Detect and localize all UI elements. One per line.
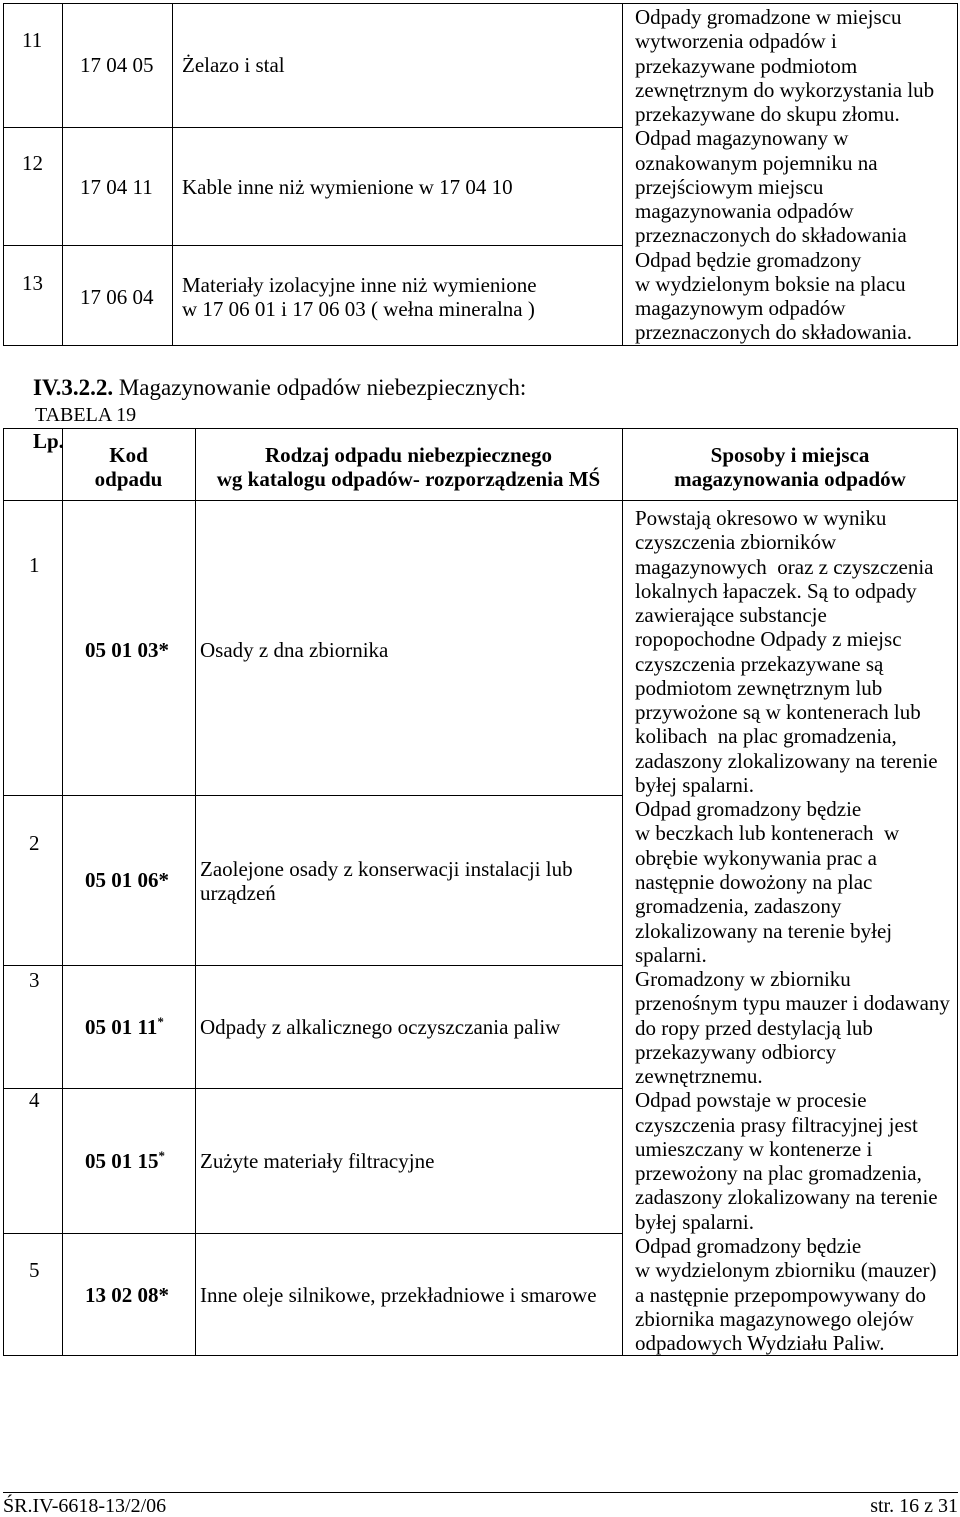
hazard-asterisk: * <box>158 1283 169 1307</box>
document-number: ŚR.IV-6618-13/2/06 <box>3 1495 167 1517</box>
storage-method: Gromadzony w zbiorniku przenośnym typu mauzer i dodawany do ropy przed destylacją lub przekazywany odbiorcy zewnętrznemu. <box>635 967 950 1089</box>
header-storage: Sposoby i miejsca magazynowania odpadów <box>674 443 906 492</box>
waste-code-number: 05 01 06 <box>85 868 159 892</box>
footer-rule <box>3 1492 958 1493</box>
row-divider <box>3 965 622 966</box>
row-number: 3 <box>29 968 40 992</box>
waste-code-number: 13 02 08 <box>85 1283 159 1307</box>
row-divider <box>3 1233 622 1234</box>
hazard-asterisk: * <box>158 1148 165 1163</box>
column-divider <box>62 3 63 345</box>
storage-method: Odpad będzie gromadzony w wydzielonym boksie na placu magazynowym odpadów przeznaczonych do składowania. <box>635 247 912 345</box>
column-divider <box>172 3 173 345</box>
waste-code-number: 05 01 15 <box>85 1149 159 1173</box>
row-number: 2 <box>29 831 40 855</box>
waste-type: Materiały izolacyjne inne niż wymienione w 17 06 01 i 17 06 03 ( wełna mineralna ) <box>182 273 537 322</box>
row-divider <box>3 245 622 246</box>
section-title: Magazynowanie odpadów niebezpiecznych: <box>118 375 527 400</box>
storage-method: Odpad magazynowany w oznakowanym pojemniku na przejściowym miejscu magazynowania odpadów przeznaczonych do składowania <box>635 126 907 248</box>
hazard-asterisk: * <box>158 638 169 662</box>
column-divider <box>195 428 196 1355</box>
waste-code <box>85 1149 165 1173</box>
waste-type: Inne oleje silnikowe, przekładniowe i smarowe <box>200 1283 597 1307</box>
row-divider <box>3 127 622 128</box>
hazard-asterisk: * <box>157 1014 164 1029</box>
table-border-left <box>3 3 4 345</box>
storage-method: Odpad gromadzony będzie w wydzielonym zbiorniku (mauzer) a następnie przepompowywany do zbiornika magazynowego olejów odpadowych Wydziału Paliw. <box>635 1233 937 1356</box>
header-lp: Lp. <box>33 429 64 453</box>
waste-type: Odpady z alkalicznego oczyszczania paliw <box>200 1015 561 1039</box>
table-border-left <box>3 428 4 1355</box>
page-number: str. 16 z 31 <box>870 1495 958 1517</box>
table-border-right <box>957 3 958 345</box>
storage-method: Odpad gromadzony będzie w beczkach lub kontenerach w obrębie wykonywania prac a następnie dowożony na plac gromadzenia, zadaszony zlokalizowany na terenie byłej spalarni. <box>635 797 900 967</box>
waste-type: Kable inne niż wymienione w 17 04 10 <box>182 175 513 199</box>
waste-type: Żelazo i stal <box>182 53 285 77</box>
column-divider <box>622 3 623 345</box>
waste-code <box>85 1015 164 1039</box>
row-number: 12 <box>22 151 43 175</box>
row-divider <box>3 1088 622 1089</box>
storage-method: Odpad powstaje w procesie czyszczenia prasy filtracyjnej jest umieszczany w kontenerze i przewożony na plac gromadzenia, zadaszony zlokalizowany na terenie byłej spalarni. <box>635 1088 938 1234</box>
waste-type: Zużyte materiały filtracyjne <box>200 1149 435 1173</box>
waste-code <box>85 638 169 662</box>
section-heading <box>33 374 526 402</box>
column-divider <box>62 428 63 1355</box>
table-border-right <box>957 428 958 1355</box>
waste-type: Zaolejone osady z konserwacji instalacji lub urządzeń <box>200 857 573 906</box>
storage-column <box>635 5 957 345</box>
waste-code: 17 04 05 <box>80 53 154 77</box>
row-number: 4 <box>29 1088 40 1112</box>
row-number: 11 <box>22 28 43 52</box>
header-code: Kod odpadu <box>94 443 163 492</box>
waste-code: 17 04 11 <box>80 175 153 199</box>
section-number: IV.3.2.2. <box>33 375 114 400</box>
header-waste-type: Rodzaj odpadu niebezpiecznego wg katalogu odpadów- rozporządzenia MŚ <box>216 443 601 492</box>
storage-method: Odpady gromadzone w miejscu wytworzenia odpadów i przekazywane podmiotom zewnętrznym do wykorzystania lub przekazywane do skupu złomu. <box>635 5 935 127</box>
table-border-top <box>3 428 958 429</box>
table-label: TABELA 19 <box>35 404 137 426</box>
waste-code-number: 05 01 11 <box>85 1015 158 1039</box>
row-number: 5 <box>29 1258 40 1282</box>
header-divider <box>3 500 958 501</box>
table-border-top <box>3 3 958 4</box>
row-number: 1 <box>29 553 40 577</box>
row-divider <box>3 795 622 796</box>
hazard-asterisk: * <box>158 868 169 892</box>
storage-method: Powstają okresowo w wyniku czyszczenia zbiorników magazynowych oraz z czyszczenia lokalnych łapaczek. Są to odpady zawierające substancje ropopochodne Odpady z miejsc czyszczenia przekazywane są podmiotom zewnętrznym lub przywożone są w kontenerach lub kolibach na plac gromadzenia, zadaszony zlokalizowany na terenie byłej spalarni. <box>635 506 938 797</box>
table-border-bottom <box>3 345 958 346</box>
waste-code: 17 06 04 <box>80 285 154 309</box>
waste-type: Osady z dna zbiornika <box>200 638 389 662</box>
waste-code <box>85 868 169 892</box>
waste-code <box>85 1283 169 1307</box>
row-number: 13 <box>22 271 43 295</box>
storage-column <box>635 506 957 1355</box>
waste-code-number: 05 01 03 <box>85 638 159 662</box>
column-divider <box>622 428 623 1355</box>
